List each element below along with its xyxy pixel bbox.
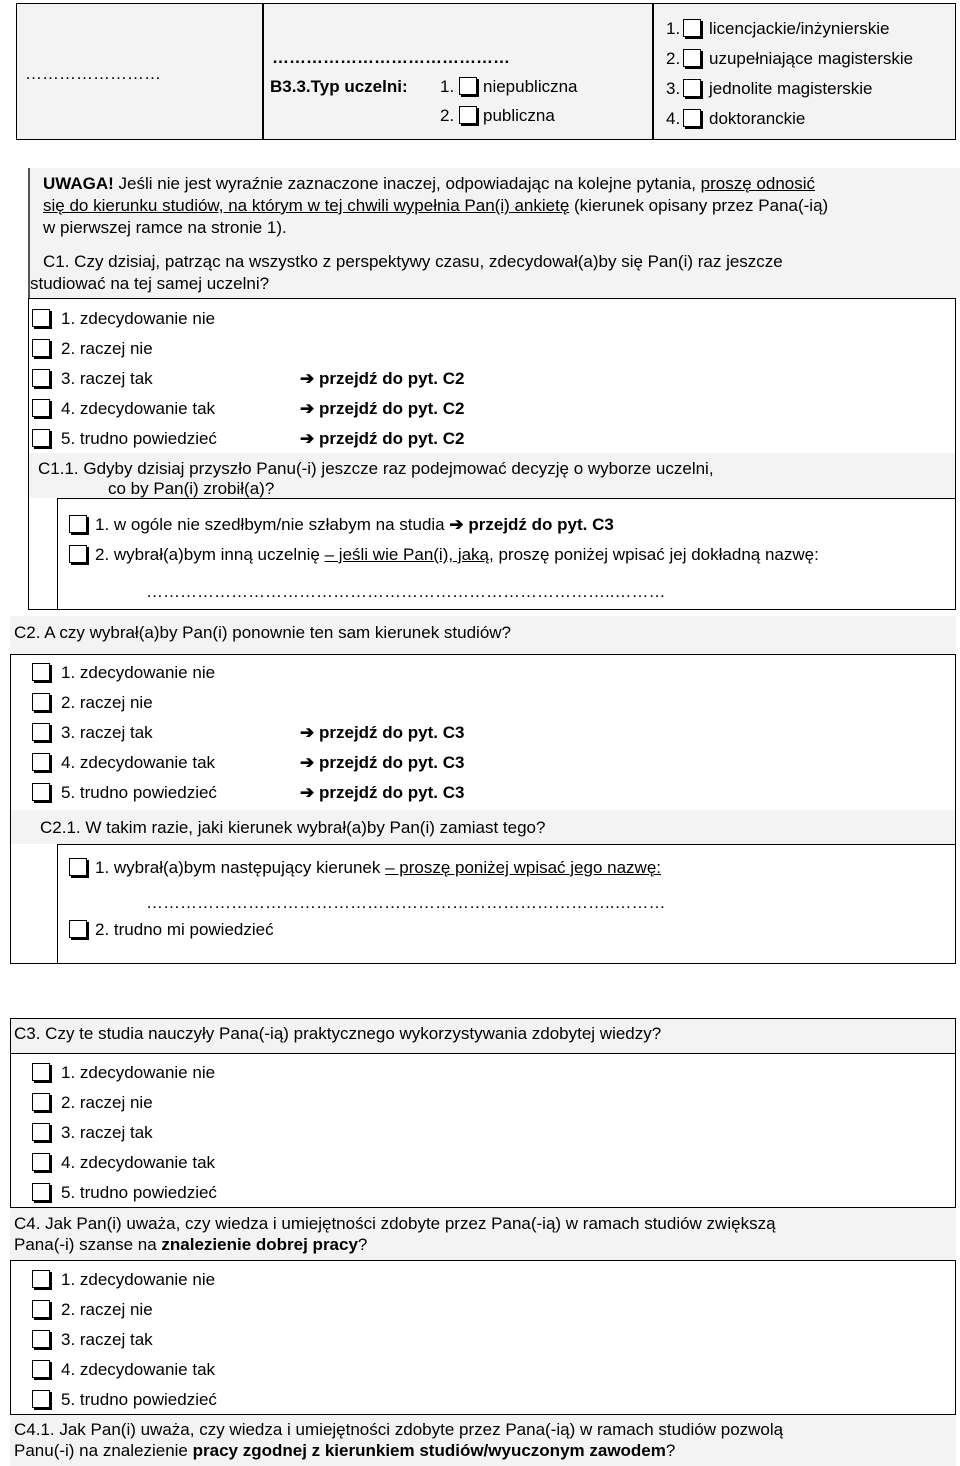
c11-option-2-underline: – jeśli wie Pan(i), jaką, (324, 545, 494, 564)
c4-checkbox-2[interactable] (32, 1300, 50, 1318)
study-type-label-2: uzupełniające magisterskie (709, 49, 914, 68)
c2-goto-3 (300, 723, 464, 743)
c11-question-line-2: co by Pan(i) zrobił(a)? (108, 479, 275, 498)
c3-option-2: 2. raczej nie (61, 1093, 153, 1112)
c4-checkbox-3[interactable] (32, 1330, 50, 1348)
school-type-num-1: 1. (440, 77, 455, 96)
study-type-num-4: 4. (666, 109, 681, 128)
note-line-1 (43, 174, 815, 194)
arrow-right-icon: ➔ (300, 399, 315, 418)
study-type-num-1: 1. (666, 19, 681, 38)
c2-checkbox-1[interactable] (32, 663, 50, 681)
c2-goto-3-text: przejdź do pyt. C3 (318, 723, 465, 742)
c4-option-4: 4. zdecydowanie tak (61, 1360, 216, 1379)
c3-question: C3. Czy te studia nauczyły Pana(-ią) praktycznego wykorzystywania zdobytej wiedzy? (14, 1024, 662, 1043)
arrow-right-icon: ➔ (300, 369, 315, 388)
c2-option-1: 1. zdecydowanie nie (61, 663, 216, 682)
c3-checkbox-1[interactable] (32, 1063, 50, 1081)
c21-field-name-field[interactable]: ………………………………………………………………………..……… (146, 893, 666, 912)
c11-university-name-field[interactable]: ………………………………………………………………………..……… (146, 582, 666, 601)
arrow-right-icon: ➔ (449, 515, 464, 534)
checkbox-jednolite[interactable] (683, 79, 701, 97)
c3-checkbox-3[interactable] (32, 1123, 50, 1141)
c11-question-line-1: C1.1. Gdyby dzisiaj przyszło Panu(-i) jeszcze raz podejmować decyzję o wyborze uczelni, (38, 459, 714, 478)
arrow-right-icon: ➔ (300, 783, 315, 802)
c1-option-5: 5. trudno powiedzieć (61, 429, 217, 448)
checkbox-publiczna[interactable] (459, 106, 477, 124)
c11-option-1 (95, 515, 614, 535)
c1-checkbox-3[interactable] (32, 369, 50, 387)
c4-checkbox-4[interactable] (32, 1360, 50, 1378)
c21-option-1-underline: – proszę poniżej wpisać jego nazwę: (385, 858, 662, 877)
c1-question-line-1: C1. Czy dzisiaj, patrząc na wszystko z perspektywy czasu, zdecydował(a)by się Pan(i) raz jeszcze (43, 252, 783, 271)
c41-question-text: Panu(-i) na znalezienie (14, 1441, 193, 1460)
note-text-2: (kierunek opisany przez Pana(-ią) (569, 196, 829, 215)
c3-checkbox-4[interactable] (32, 1153, 50, 1171)
school-type-label: B3.3.Typ uczelni: (270, 77, 408, 96)
checkbox-niepubliczna[interactable] (459, 77, 477, 95)
c1-option-4: 4. zdecydowanie tak (61, 399, 216, 418)
checkbox-uzupelniajace[interactable] (683, 49, 701, 67)
c3-option-3: 3. raczej tak (61, 1123, 153, 1142)
c2-option-5: 5. trudno powiedzieć (61, 783, 217, 802)
c11-option-2-text: 2. wybrał(a)bym inną uczelnię (95, 545, 325, 564)
c4-option-2: 2. raczej nie (61, 1300, 153, 1319)
c1-goto-3 (300, 369, 464, 389)
c21-option-1-text: 1. wybrał(a)bym następujący kierunek (95, 858, 386, 877)
header-divider-1 (262, 3, 264, 140)
c2-checkbox-4[interactable] (32, 753, 50, 771)
c21-checkbox-2[interactable] (69, 920, 87, 938)
c21-option-2: 2. trudno mi powiedzieć (95, 920, 274, 939)
c4-option-1: 1. zdecydowanie nie (61, 1270, 216, 1289)
c11-option-1-goto: przejdź do pyt. C3 (468, 515, 614, 534)
c4-question-line-2 (14, 1235, 367, 1255)
c1-question-line-2: studiować na tej samej uczelni? (30, 274, 270, 293)
c3-option-4: 4. zdecydowanie tak (61, 1153, 216, 1172)
c1-checkbox-1[interactable] (32, 309, 50, 327)
c4-question-text: Pana(-i) szanse na (14, 1235, 162, 1254)
school-type-num-2: 2. (440, 106, 455, 125)
arrow-right-icon: ➔ (300, 723, 315, 742)
c11-checkbox-2[interactable] (69, 545, 87, 563)
c2-checkbox-5[interactable] (32, 783, 50, 801)
c3-option-1: 1. zdecydowanie nie (61, 1063, 216, 1082)
school-type-label-2: publiczna (483, 106, 555, 125)
header-dots-1: …………………… (25, 64, 161, 83)
c41-question-line-1: C4.1. Jak Pan(i) uważa, czy wiedza i umiejętności zdobyte przez Pana(-ią) w ramach studiów pozwolą (14, 1420, 784, 1439)
c4-checkbox-5[interactable] (32, 1390, 50, 1408)
c1-goto-4-text: przejdź do pyt. C2 (318, 399, 465, 418)
c2-question: C2. A czy wybrał(a)by Pan(i) ponownie ten sam kierunek studiów? (14, 623, 512, 642)
c2-checkbox-3[interactable] (32, 723, 50, 741)
note-line-3: w pierwszej ramce na stronie 1). (43, 218, 287, 237)
c21-checkbox-1[interactable] (69, 858, 87, 876)
c1-checkbox-4[interactable] (32, 399, 50, 417)
c2-checkbox-2[interactable] (32, 693, 50, 711)
c4-question-line-1: C4. Jak Pan(i) uważa, czy wiedza i umiejętności zdobyte przez Pana(-ią) w ramach studiów zwiększą (14, 1214, 776, 1233)
c3-checkbox-5[interactable] (32, 1183, 50, 1201)
c1-goto-5 (300, 429, 464, 449)
note-label: UWAGA! (43, 174, 114, 193)
c2-option-2: 2. raczej nie (61, 693, 153, 712)
note-line-2 (43, 196, 828, 216)
c1-checkbox-2[interactable] (32, 339, 50, 357)
c1-checkbox-5[interactable] (32, 429, 50, 447)
c2-option-3: 3. raczej tak (61, 723, 153, 742)
header-dots-2: …………………………………… (272, 48, 510, 67)
note-text-1: Jeśli nie jest wyraźnie zaznaczone inaczej, odpowiadając na kolejne pytania, (113, 174, 701, 193)
school-type-label-1: niepubliczna (483, 77, 578, 96)
c4-option-3: 3. raczej tak (61, 1330, 153, 1349)
c2-goto-5-text: przejdź do pyt. C3 (318, 783, 465, 802)
note-text-underline-1: proszę odnosić (700, 174, 816, 193)
c2-goto-4-text: przejdź do pyt. C3 (318, 753, 465, 772)
c41-question-bold: pracy zgodnej z kierunkiem studiów/wyuczonym zawodem (192, 1441, 666, 1460)
c1-goto-3-text: przejdź do pyt. C2 (318, 369, 465, 388)
c2-goto-4 (300, 753, 464, 773)
c11-option-2 (95, 545, 819, 565)
c4-checkbox-1[interactable] (32, 1270, 50, 1288)
c4-question-bold: znalezienie dobrej pracy (161, 1235, 358, 1254)
c1-option-3: 3. raczej tak (61, 369, 153, 388)
c1-option-2: 2. raczej nie (61, 339, 153, 358)
study-type-num-3: 3. (666, 79, 681, 98)
note-text-underline-2: się do kierunku studiów, na którym w tej chwili wypełnia Pan(i) ankietę (43, 196, 570, 215)
checkbox-doktoranckie[interactable] (683, 109, 701, 127)
arrow-right-icon: ➔ (300, 429, 315, 448)
study-type-label-1: licencjackie/inżynierskie (709, 19, 890, 38)
c21-question: C2.1. W takim razie, jaki kierunek wybrał(a)by Pan(i) zamiast tego? (40, 818, 546, 837)
c11-checkbox-1[interactable] (69, 515, 87, 533)
c2-option-4: 4. zdecydowanie tak (61, 753, 216, 772)
study-type-label-3: jednolite magisterskie (709, 79, 873, 98)
checkbox-licencjackie[interactable] (683, 19, 701, 37)
c41-question-line-2 (14, 1441, 675, 1461)
c11-option-2-post: proszę poniżej wpisać jej dokładną nazwę: (493, 545, 819, 564)
study-type-num-2: 2. (666, 49, 681, 68)
study-type-label-4: doktoranckie (709, 109, 806, 128)
arrow-right-icon: ➔ (300, 753, 315, 772)
c41-question-end: ? (665, 1441, 676, 1460)
c1-goto-5-text: przejdź do pyt. C2 (318, 429, 465, 448)
c21-option-1 (95, 858, 661, 878)
c3-checkbox-2[interactable] (32, 1093, 50, 1111)
c11-option-1-text: 1. w ogóle nie szedłbym/nie szłabym na studia (95, 515, 445, 534)
c4-question-end: ? (357, 1235, 368, 1254)
c1-goto-4 (300, 399, 464, 419)
c3-option-5: 5. trudno powiedzieć (61, 1183, 217, 1202)
c1-option-1: 1. zdecydowanie nie (61, 309, 216, 328)
header-divider-2 (652, 3, 654, 140)
c4-option-5: 5. trudno powiedzieć (61, 1390, 217, 1409)
c2-goto-5 (300, 783, 464, 803)
